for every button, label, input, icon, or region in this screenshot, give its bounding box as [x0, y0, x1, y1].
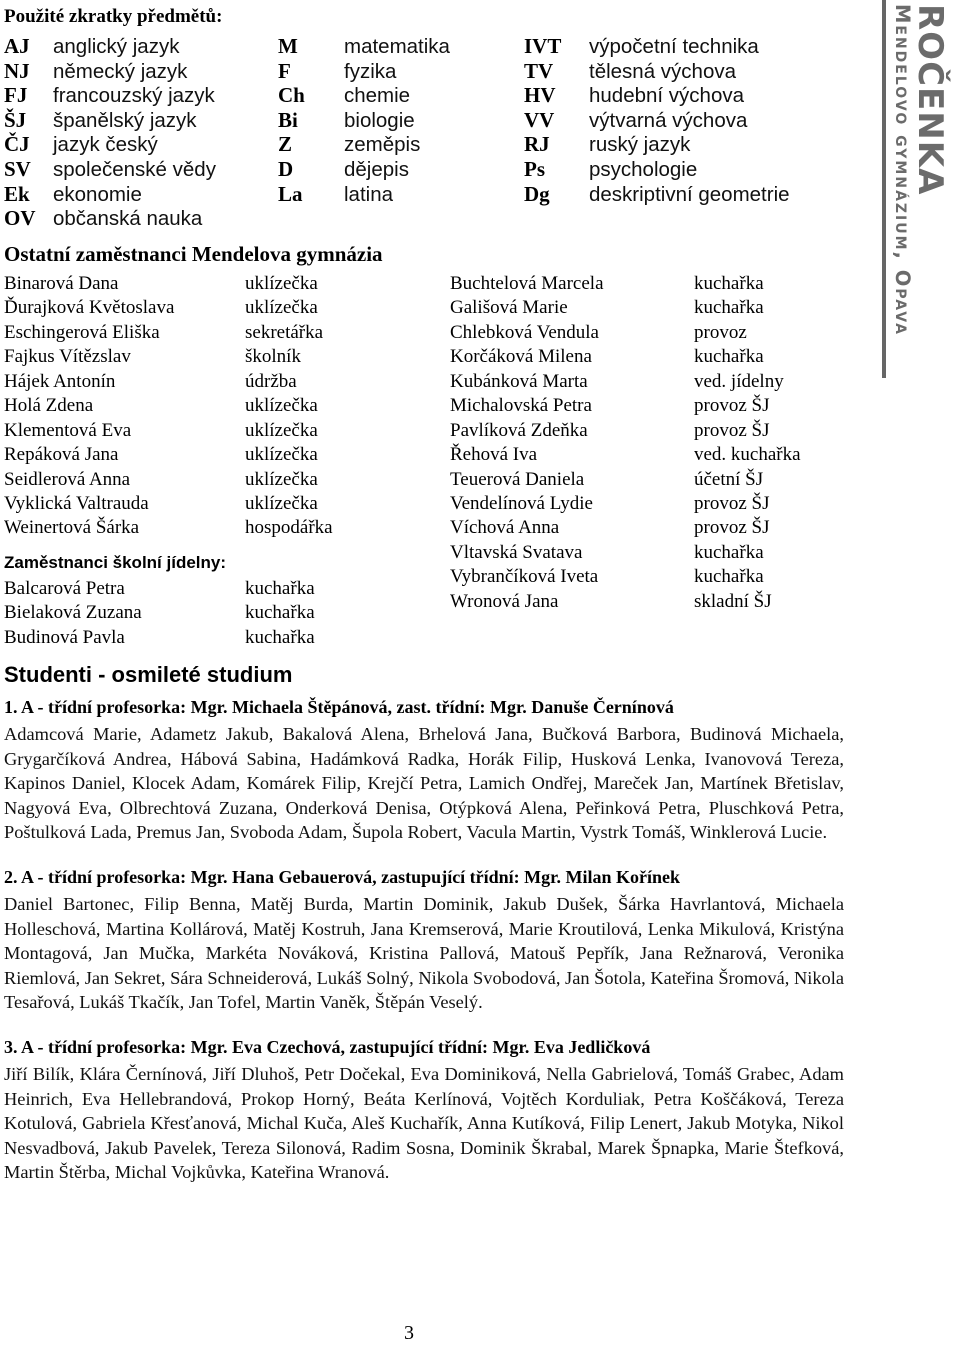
staff-role: uklízečka	[245, 273, 318, 294]
staff-name: Teuerová Daniela	[450, 468, 585, 490]
abbreviation-row	[4, 132, 216, 157]
staff-row	[4, 516, 333, 540]
abbreviation-row	[524, 34, 790, 59]
staff-role: skladní ŠJ	[694, 590, 772, 612]
students-heading: Studenti - osmileté studium	[4, 662, 293, 687]
abbreviations-heading: Použité zkratky předmětů:	[4, 6, 223, 27]
abbreviation-code: TV	[524, 58, 554, 83]
abbreviation-row	[4, 83, 216, 108]
staff-row	[450, 296, 801, 320]
staff-row	[450, 321, 801, 345]
logo-subtitle: Mendelovo gymnázium, Opava	[891, 4, 914, 336]
staff-name: Michalovská Petra	[450, 395, 592, 417]
staff-role: provoz ŠJ	[694, 492, 770, 514]
abbreviation-row	[4, 34, 216, 59]
class-2a-heading: 2. A - třídní profesorka: Mgr. Hana Gebauerová, zastupující třídní: Mgr. Milan Kořínek	[4, 867, 681, 887]
staff-name: Seidlerová Anna	[4, 468, 131, 490]
abbreviation-code: SV	[4, 156, 31, 181]
staff-row	[450, 541, 801, 565]
staff-role: kuchařka	[694, 346, 764, 368]
abbreviation-row	[524, 157, 790, 182]
staff-name: Vybrančíková Iveta	[450, 566, 599, 588]
abbreviation-code: ČJ	[4, 132, 30, 157]
abbreviation-code: Ps	[524, 156, 545, 181]
abbreviation-code: OV	[4, 206, 36, 231]
staff-list-right	[450, 272, 801, 614]
staff-row	[4, 272, 333, 296]
staff-role: ved. kuchařka	[694, 444, 801, 466]
abbreviation-subject: anglický jazyk	[53, 35, 180, 58]
staff-row	[450, 516, 801, 540]
staff-name: Kubánková Marta	[450, 370, 588, 392]
staff-name: Vltavská Svatava	[450, 541, 583, 563]
abbreviation-row	[278, 34, 450, 59]
abbreviation-row	[4, 182, 216, 207]
abbreviation-row	[524, 59, 790, 84]
staff-role: kuchařka	[245, 626, 315, 648]
staff-role: provoz ŠJ	[694, 517, 770, 539]
staff-name: Gališová Marie	[450, 297, 568, 319]
staff-role: uklízečka	[245, 492, 318, 514]
staff-role: kuchařka	[694, 541, 764, 563]
staff-row	[450, 492, 801, 516]
abbreviation-subject: občanská nauka	[53, 207, 203, 231]
staff-name: Holá Zdena	[4, 395, 94, 417]
abbreviation-subject: jazyk český	[53, 133, 158, 157]
staff-name: Ďurajková Květoslava	[4, 297, 175, 319]
abbreviation-row	[278, 132, 450, 157]
abbreviation-row	[524, 108, 790, 133]
abbreviation-row	[4, 108, 216, 133]
staff-name: Klementová Eva	[4, 419, 132, 441]
abbreviation-subject: hudební výchova	[589, 84, 745, 108]
abbreviations-column-3	[524, 34, 790, 206]
abbreviation-row	[278, 108, 450, 133]
staff-role: sekretářka	[245, 321, 324, 343]
abbreviation-code: VV	[524, 107, 555, 132]
abbreviation-row	[524, 83, 790, 108]
abbreviation-code: AJ	[4, 34, 30, 58]
abbreviation-code: Ek	[4, 181, 30, 206]
staff-role: provoz ŠJ	[694, 395, 770, 417]
abbreviation-code: Z	[278, 132, 293, 157]
staff-row	[4, 345, 333, 369]
staff-role: školník	[245, 346, 301, 368]
yearbook-logo	[878, 0, 960, 382]
staff-row	[4, 321, 333, 345]
page-number: 3	[404, 1322, 414, 1344]
staff-name: Bielaková Zuzana	[4, 602, 142, 624]
abbreviation-row	[4, 157, 216, 182]
staff-role: kuchařka	[245, 578, 315, 599]
staff-name: Weinertová Šárka	[4, 517, 140, 539]
staff-name: Wronová Jana	[450, 590, 559, 612]
abbreviation-subject: deskriptivní geometrie	[589, 182, 790, 206]
abbreviation-subject: fyzika	[344, 59, 397, 83]
staff-row	[4, 601, 315, 625]
staff-name: Řehová Iva	[450, 444, 538, 466]
abbreviation-subject: výtvarná výchova	[589, 108, 748, 132]
abbreviation-row	[278, 157, 450, 182]
abbreviation-code: NJ	[4, 58, 30, 83]
staff-role: ved. jídelny	[694, 370, 784, 392]
staff-role: účetní ŠJ	[694, 468, 764, 490]
abbreviation-code: F	[278, 58, 291, 83]
abbreviation-row	[4, 59, 216, 84]
staff-name: Balcarová Petra	[4, 578, 125, 599]
abbreviation-subject: ekonomie	[53, 182, 142, 206]
abbreviation-row	[524, 132, 790, 157]
staff-role: uklízečka	[245, 419, 318, 441]
abbreviation-code: HV	[524, 83, 556, 108]
staff-name: Hájek Antonín	[4, 370, 116, 392]
staff-name: Budinová Pavla	[4, 626, 125, 648]
staff-name: Repáková Jana	[4, 444, 119, 466]
staff-role: kuchařka	[694, 566, 764, 588]
staff-row	[4, 577, 315, 601]
staff-name: Vyklická Valtrauda	[4, 492, 149, 514]
staff-role: provoz	[694, 321, 747, 343]
class-3a-students: Jiří Bilík, Klára Černínová, Jiří Dluhoš, Petr Dočekal, Eva Dominiková, Nella Gabrielová, Tomáš Grabec, Adam Heinrich, Eva Hellebrandová, Prokop Horný, Beáta Kerlínová, Vojtěch Korduliak, Petra Koščáková, Tereza Kotulová, Gabriela Křesťanová, Michal Kuča, Aleš Kuchařík, Anna Kutíková, Filip Lenert, Jakub Motyka, Nikol Nesvadbová, Jakub Pavelek, Tereza Silonová, Radim Sosna, Dominik Škrabal, Marek Špnapka, Marie Štefková, Martin Štěrba, Michal Vojkůvka, Kateřina Wranová.	[4, 1064, 844, 1182]
abbreviation-row	[4, 206, 216, 231]
staff-row	[450, 565, 801, 589]
staff-role: kuchařka	[694, 273, 764, 294]
staff-row	[4, 394, 333, 418]
logo-title: ROČENKA	[910, 4, 950, 196]
abbreviation-subject: francouzský jazyk	[53, 84, 215, 108]
abbreviation-subject: ruský jazyk	[589, 133, 691, 157]
staff-row	[4, 468, 333, 492]
canteen-staff-list	[4, 577, 315, 650]
abbreviation-subject: latina	[344, 182, 394, 206]
class-2a-students: Daniel Bartonec, Filip Benna, Matěj Burda, Martin Dominik, Jakub Dušek, Šárka Havrlantová, Michaela Holleschová, Martina Kollárová, Matěj Kostruh, Jana Kremserová, Marie Kroutilová, Lenka Mikulová, Kristýna Montagová, Jan Mučka, Markéta Nováková, Kristina Pallová, Matouš Pepřík, Jana Režnarová, Veronika Riemlová, Jan Sekret, Sára Schneiderová, Lukáš Solný, Nikola Svobodová, Jan Šotola, Kateřina Šromová, Nikola Tesařová, Lukáš Tkačík, Jan Tofel, Martin Vaněk, Štěpán Veselý.	[4, 894, 844, 1012]
staff-row	[450, 468, 801, 492]
staff-role: kuchařka	[245, 602, 315, 624]
staff-row	[450, 370, 801, 394]
class-3a-heading: 3. A - třídní profesorka: Mgr. Eva Czechová, zastupující třídní: Mgr. Eva Jedličková	[4, 1037, 651, 1057]
class-1a-heading: 1. A - třídní profesorka: Mgr. Michaela Štěpánová, zast. třídní: Mgr. Danuše Černínová	[4, 697, 674, 717]
class-1a-students: Adamcová Marie, Adametz Jakub, Bakalová Alena, Brhelová Jana, Bučková Barbora, Budinová Michaela, Grygarčíková Andrea, Hábová Sabina, Hadámková Radka, Horák Filip, Husková Lenka, Ivanovová Tereza, Kapinos Daniel, Klocek Adam, Komárek Filip, Krejčí Petra, Lamich Ondřej, Mareček Jan, Martínek Břetislav, Nagyová Eva, Olbrechtová Zuzana, Onderková Denisa, Otýpková Alena, Peřinková Petra, Pluschková Petra, Poštulková Lada, Premus Jan, Svoboda Adam, Šupola Robert, Vacula Martin, Vystrk Tomáš, Winklerová Lucie.	[4, 724, 844, 842]
abbreviation-code: Ch	[278, 83, 305, 108]
abbreviation-code: M	[278, 34, 298, 58]
staff-name: Buchtelová Marcela	[450, 273, 604, 294]
staff-row	[4, 626, 315, 650]
abbreviation-code: La	[278, 181, 303, 206]
staff-row	[450, 443, 801, 467]
abbreviation-row	[278, 83, 450, 108]
staff-role: uklízečka	[245, 297, 318, 319]
staff-row	[450, 419, 801, 443]
staff-row	[4, 443, 333, 467]
staff-row	[4, 419, 333, 443]
staff-row	[450, 345, 801, 369]
abbreviation-code: FJ	[4, 83, 28, 108]
staff-role: hospodářka	[245, 517, 333, 539]
abbreviation-subject: matematika	[344, 35, 450, 58]
staff-row	[450, 272, 801, 296]
staff-role: uklízečka	[245, 395, 318, 417]
abbreviation-subject: výpočetní technika	[589, 35, 759, 58]
staff-role: kuchařka	[694, 297, 764, 319]
abbreviation-code: D	[278, 156, 294, 181]
staff-name: Korčáková Milena	[450, 346, 592, 368]
staff-heading: Ostatní zaměstnanci Mendelova gymnázia	[4, 242, 383, 266]
staff-list-left	[4, 272, 333, 541]
staff-name: Binarová Dana	[4, 273, 119, 294]
staff-role: údržba	[245, 370, 297, 392]
abbreviation-code: RJ	[524, 132, 550, 157]
canteen-heading: Zaměstnanci školní jídelny:	[4, 553, 227, 572]
staff-role: uklízečka	[245, 444, 318, 466]
abbreviation-subject: psychologie	[589, 157, 698, 181]
abbreviation-row	[278, 59, 450, 84]
abbreviations-column-2	[278, 34, 450, 206]
abbreviation-row	[278, 182, 450, 207]
staff-name: Fajkus Vítězslav	[4, 346, 131, 368]
abbreviations-column-1	[4, 34, 216, 231]
staff-role: provoz ŠJ	[694, 419, 770, 441]
staff-name: Vendelínová Lydie	[450, 492, 593, 514]
abbreviation-subject: španělský jazyk	[53, 108, 197, 132]
staff-name: Eschingerová Eliška	[4, 321, 160, 343]
abbreviation-subject: německý jazyk	[53, 59, 188, 83]
staff-role: uklízečka	[245, 468, 318, 490]
abbreviation-subject: zeměpis	[344, 133, 421, 157]
staff-row	[4, 370, 333, 394]
abbreviation-subject: biologie	[344, 108, 415, 132]
abbreviation-code: Dg	[524, 181, 550, 206]
staff-row	[4, 296, 333, 320]
abbreviation-subject: dějepis	[344, 157, 409, 181]
staff-name: Víchová Anna	[450, 517, 560, 539]
abbreviation-subject: společenské vědy	[53, 157, 216, 181]
staff-row	[450, 394, 801, 418]
staff-row	[4, 492, 333, 516]
abbreviation-code: IVT	[524, 34, 562, 58]
abbreviation-code: ŠJ	[4, 107, 27, 132]
abbreviation-row	[524, 182, 790, 207]
staff-row	[450, 590, 801, 614]
abbreviation-subject: chemie	[344, 84, 411, 108]
staff-name: Pavlíková Zdeňka	[450, 419, 588, 441]
abbreviation-code: Bi	[278, 107, 298, 132]
logo-bar	[882, 0, 886, 378]
staff-name: Chlebková Vendula	[450, 321, 599, 343]
abbreviation-subject: tělesná výchova	[589, 59, 737, 83]
